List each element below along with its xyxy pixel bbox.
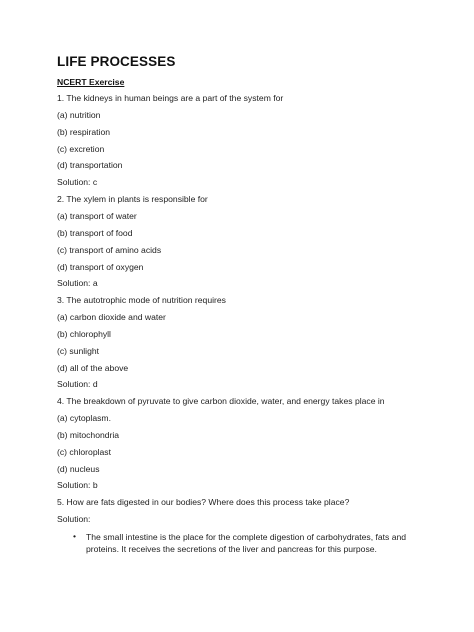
option-line: (b) transport of food [57, 228, 133, 238]
page-title: LIFE PROCESSES [57, 54, 176, 69]
option-line: (b) chlorophyll [57, 329, 111, 339]
option-line: (a) transport of water [57, 211, 137, 221]
question-3: 3. The autotrophic mode of nutrition requires [57, 295, 226, 305]
solution-line: Solution: d [57, 379, 98, 389]
solution-line: Solution: b [57, 480, 98, 490]
option-line: (d) transportation [57, 160, 123, 170]
option-line: (c) transport of amino acids [57, 245, 162, 255]
option-line: (b) respiration [57, 127, 111, 137]
option-line: (d) all of the above [57, 363, 129, 373]
solution-line: Solution: c [57, 177, 98, 187]
solution-line: Solution: [57, 514, 91, 524]
option-line: (b) mitochondria [57, 430, 120, 440]
option-line: (a) nutrition [57, 110, 101, 120]
question-4: 4. The breakdown of pyruvate to give carbon dioxide, water, and energy takes place in [57, 396, 385, 406]
bullet-paragraph: The small intestine is the place for the complete digestion of carbohydrates, fats and proteins. It receives the secretions of the liver and pancreas for this purpose. [86, 532, 407, 554]
option-line: (d) transport of oxygen [57, 262, 144, 272]
option-line: (a) carbon dioxide and water [57, 312, 166, 322]
option-line: (c) chloroplast [57, 447, 111, 457]
section-heading: NCERT Exercise [57, 77, 125, 87]
option-line: (d) nucleus [57, 464, 100, 474]
question-1: 1. The kidneys in human beings are a part of the system for [57, 93, 284, 103]
option-line: (a) cytoplasm. [57, 413, 111, 423]
question-2: 2. The xylem in plants is responsible for [57, 194, 208, 204]
option-line: (c) excretion [57, 144, 105, 154]
bullet-marker: • [73, 531, 77, 541]
option-line: (c) sunlight [57, 346, 100, 356]
question-5: 5. How are fats digested in our bodies? Where does this process take place? [57, 497, 350, 507]
solution-line: Solution: a [57, 278, 98, 288]
